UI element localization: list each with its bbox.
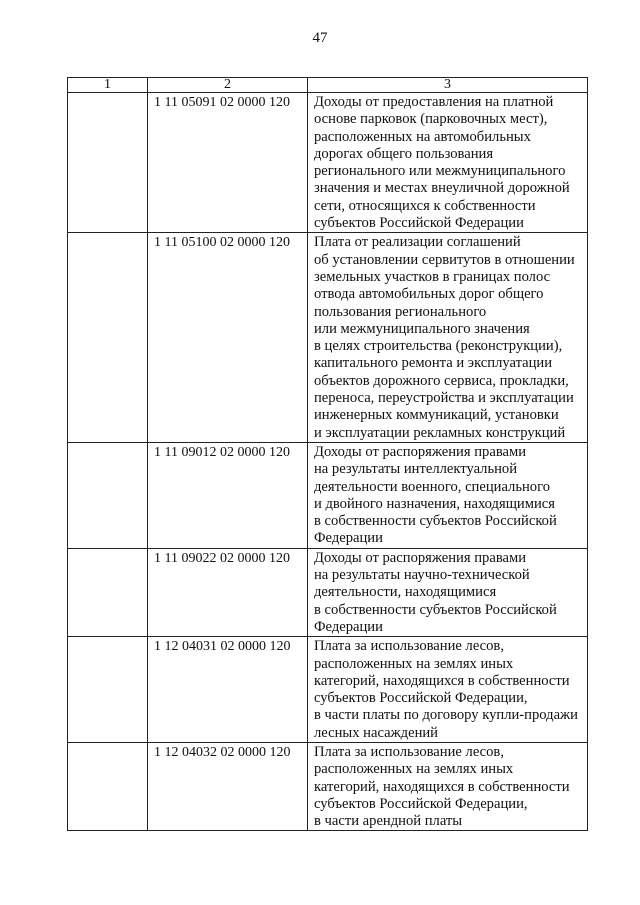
revenue-description — [308, 637, 588, 743]
description-line: пользования регионального — [314, 303, 487, 320]
description-line: лесных насаждений — [314, 724, 438, 741]
description-line: деятельности военного, специального — [314, 478, 551, 495]
cell-col-1 — [68, 93, 148, 233]
description-line: инженерных коммуникаций, установки — [314, 407, 559, 424]
description-line: Плата от реализации соглашений — [314, 234, 521, 251]
header-col-3: 3 — [308, 78, 588, 93]
table-row — [68, 442, 588, 548]
description-line: Федерации — [314, 530, 383, 547]
table-row — [68, 742, 588, 830]
description-line: Федерации — [314, 618, 383, 635]
description-line: в части платы по договору купли-продажи — [314, 707, 578, 724]
revenue-description — [308, 233, 588, 443]
description-line: переноса, переустройства и эксплуатации — [314, 390, 574, 407]
description-line: основе парковок (парковочных мест), — [314, 111, 548, 128]
budget-classification-code: 1 11 05100 02 0000 120 — [148, 233, 308, 443]
description-line: Доходы от распоряжения правами — [314, 549, 527, 566]
description-line: на результаты научно-технической — [314, 567, 530, 584]
budget-classification-code: 1 11 05091 02 0000 120 — [148, 93, 308, 233]
header-col-1: 1 — [68, 78, 148, 93]
table-header — [68, 78, 588, 93]
revenue-description — [308, 742, 588, 830]
description-line: Плата за использование лесов, — [314, 743, 504, 760]
cell-col-1 — [68, 233, 148, 443]
description-line: субъектов Российской Федерации — [314, 215, 524, 232]
revenue-description — [308, 442, 588, 548]
description-line: капитального ремонта и эксплуатации — [314, 355, 553, 372]
revenue-description — [308, 548, 588, 636]
description-line: объектов дорожного сервиса, прокладки, — [314, 372, 569, 389]
description-line: в части арендной платы — [314, 813, 463, 830]
description-line: сети, относящихся к собственности — [314, 197, 536, 214]
cell-col-1 — [68, 637, 148, 743]
description-line: Плата за использование лесов, — [314, 638, 504, 655]
description-line: субъектов Российской Федерации, — [314, 795, 528, 812]
description-line: земельных участков в границах полос — [314, 268, 551, 285]
table-row — [68, 637, 588, 743]
description-line: и эксплуатации рекламных конструкций — [314, 424, 566, 441]
table-row — [68, 548, 588, 636]
header-col-2: 2 — [148, 78, 308, 93]
description-line: Доходы от предоставления на платной — [314, 94, 554, 110]
description-line: в собственности субъектов Российской — [314, 513, 557, 530]
description-line: деятельности, находящимися — [314, 584, 497, 601]
description-line: дорогах общего пользования — [314, 145, 494, 162]
description-line: категорий, находящихся в собственности — [314, 672, 570, 689]
description-line: об установлении сервитутов в отношении — [314, 251, 575, 268]
table-body — [68, 93, 588, 831]
description-line: субъектов Российской Федерации, — [314, 690, 528, 707]
description-line: категорий, находящихся в собственности — [314, 778, 570, 795]
budget-classification-code: 1 12 04031 02 0000 120 — [148, 637, 308, 743]
budget-classification-code: 1 11 09022 02 0000 120 — [148, 548, 308, 636]
budget-classification-code: 1 11 09012 02 0000 120 — [148, 442, 308, 548]
description-line: Доходы от распоряжения правами — [314, 443, 527, 460]
budget-code-table — [67, 77, 588, 831]
description-line: значения и местах внеуличной дорожной — [314, 180, 570, 197]
cell-col-1 — [68, 548, 148, 636]
description-line: регионального или межмуниципального — [314, 163, 566, 180]
page-number: 47 — [312, 30, 328, 46]
budget-classification-code: 1 12 04032 02 0000 120 — [148, 742, 308, 830]
header-row — [68, 78, 588, 93]
description-line: отвода автомобильных дорог общего — [314, 286, 544, 303]
cell-col-1 — [68, 742, 148, 830]
description-line: и двойного назначения, находящимися — [314, 495, 555, 512]
description-line: расположенных на автомобильных — [314, 128, 531, 145]
description-line: в целях строительства (реконструкции), — [314, 338, 563, 355]
table-row — [68, 93, 588, 233]
description-line: или межмуниципального значения — [314, 320, 530, 337]
description-line: расположенных на землях иных — [314, 655, 514, 672]
description-line: на результаты интеллектуальной — [314, 461, 518, 478]
table-row — [68, 233, 588, 443]
revenue-description — [308, 93, 588, 233]
description-line: расположенных на землях иных — [314, 761, 514, 778]
description-line: в собственности субъектов Российской — [314, 601, 557, 618]
cell-col-1 — [68, 442, 148, 548]
